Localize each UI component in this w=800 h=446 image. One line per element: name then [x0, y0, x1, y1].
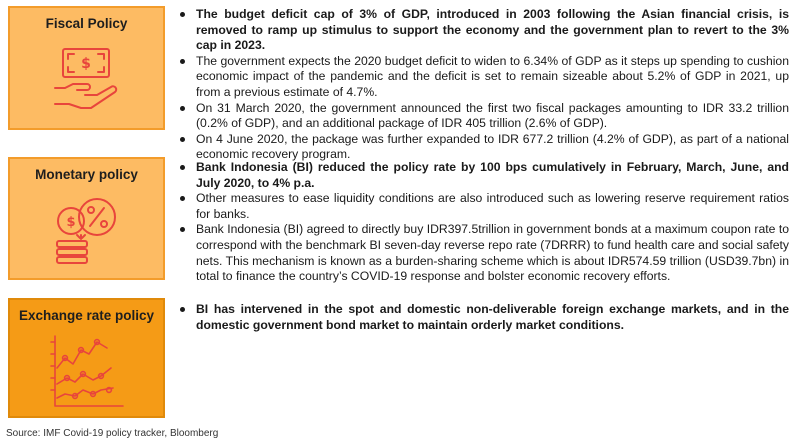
svg-text:$: $ — [65, 215, 76, 230]
line-chart-icon — [45, 328, 129, 414]
fiscal-policy-card — [8, 6, 165, 130]
monetary-policy-title: Monetary policy — [35, 167, 138, 182]
monetary-policy-section — [174, 160, 789, 285]
list-item: The budget deficit cap of 3% of GDP, introduced in 2003 following the Asian financial crisis, is removed to ramp up stimulus to support the economy and the government plan to revert to the 3% cap in 2023. — [174, 7, 789, 54]
monetary-policy-card — [8, 157, 165, 280]
hand-money-icon — [52, 46, 122, 112]
list-item: On 4 June 2020, the package was further expanded to IDR 677.2 trillion (4.2% of GDP), as part of a national economic recovery program. — [174, 132, 789, 163]
fiscal-policy-title: Fiscal Policy — [45, 16, 128, 31]
list-item: The government expects the 2020 budget deficit to widen to 6.34% of GDP as it steps up spending to cushion economic impact of the pandemic and the deficit is set to remain sizeable about 5.2% of GDP in 2021, up from a previous estimate of 4.7%. — [174, 54, 789, 101]
list-item: Bank Indonesia (BI) reduced the policy rate by 100 bps cumulatively in February, March, June, and July 2020, to 4% p.a. — [174, 160, 789, 191]
coins-percent-icon — [49, 193, 125, 269]
exchange-rate-policy-card — [8, 298, 165, 418]
list-item: BI has intervened in the spot and domestic non-deliverable foreign exchange markets, and in the domestic government bond market to maintain orderly market conditions. — [174, 302, 789, 333]
fiscal-policy-section — [174, 7, 789, 163]
exchange-rate-policy-section — [174, 302, 789, 333]
exchange-rate-policy-title: Exchange rate policy — [18, 308, 155, 323]
list-item: Bank Indonesia (BI) agreed to directly buy IDR397.5trillion in government bonds at a maximum coupon rate to correspond with the benchmark BI seven-day reverse repo rate (7DRRR) to fund health care and social safety nets. This mechanism is known as a burden-sharing scheme which is about IDR574.59 trillion (USD39.7bn) in total to finance the country’s COVID-19 response and bolster economic recovery efforts. — [174, 222, 789, 284]
source-note: Source: IMF Covid-19 policy tracker, Bloomberg — [6, 428, 219, 439]
svg-text:$: $ — [80, 56, 91, 72]
list-item: On 31 March 2020, the government announced the first two fiscal packages amounting to IDR 33.2 trillion (0.2% of GDP), and an additional package of IDR 405 trillion (2.6% of GDP). — [174, 101, 789, 132]
list-item: Other measures to ease liquidity conditions are also introduced such as lowering reserve requirement ratios for banks. — [174, 191, 789, 222]
